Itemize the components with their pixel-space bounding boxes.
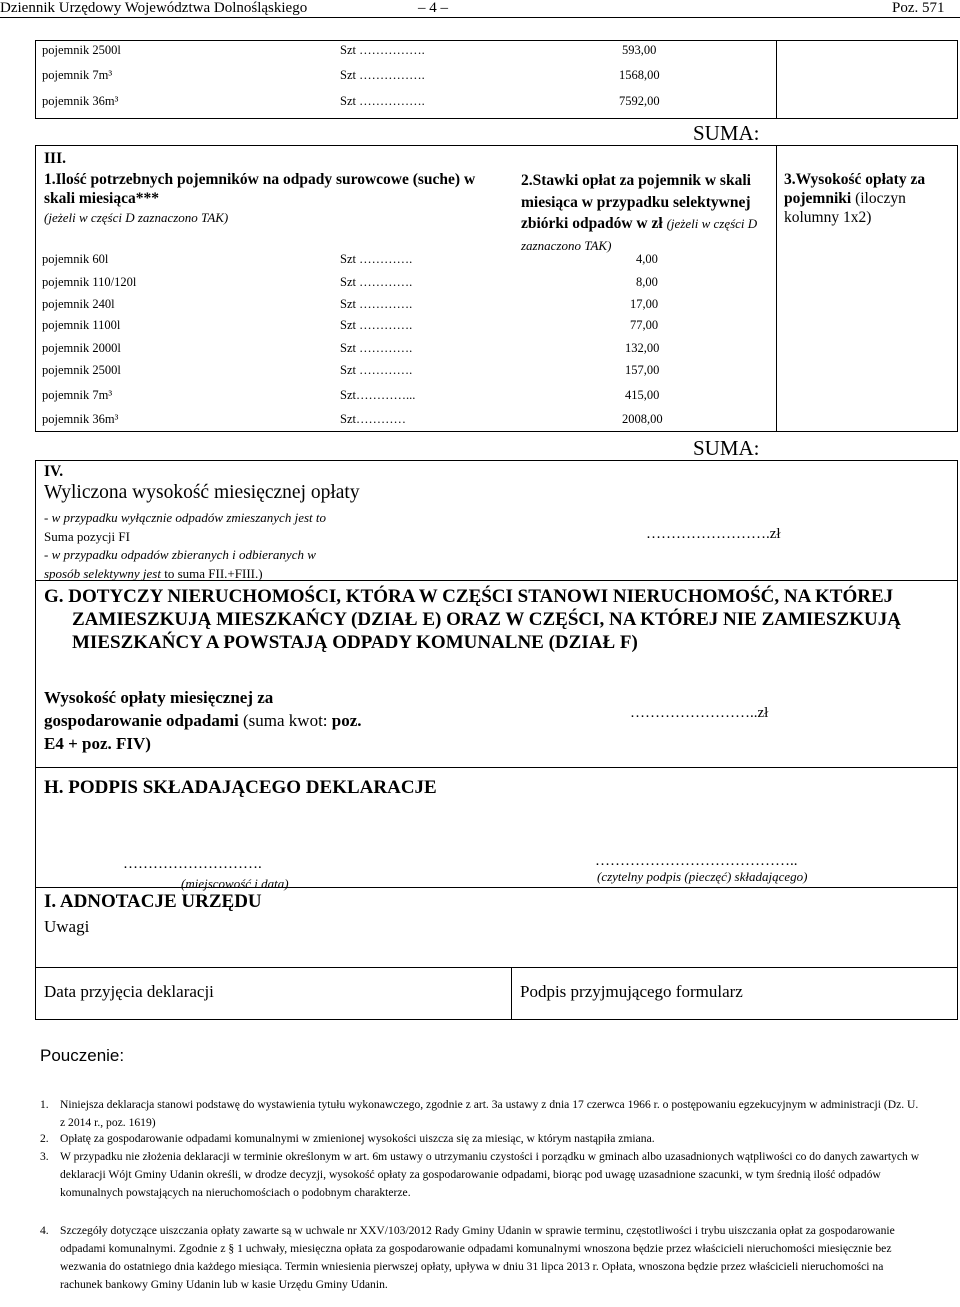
table-row: [42, 68, 742, 88]
section-4-amount: …………………….zł: [646, 526, 781, 542]
col2-note: (jeżeli w części D zaznaczono TAK): [521, 216, 758, 253]
section-4-line1: - w przypadku wyłącznie odpadów zmieszanych jest to: [44, 510, 326, 525]
page-number: – 4 –: [418, 0, 448, 16]
section-h-title: H. PODPIS SKŁADAJĄCEGO DEKLARACJE: [44, 777, 437, 798]
position-number: Poz. 571: [892, 0, 945, 16]
row-value: 132,00: [625, 341, 660, 355]
row-unit: Szt …………….: [340, 68, 425, 82]
note-text: Opłatę za gospodarowanie odpadami komunalnymi w zmienionej wysokości uiszcza się za miesiąc, w którym nastąpiła zmiana.: [60, 1132, 655, 1145]
table-row: [42, 412, 742, 432]
table-row: [42, 43, 742, 63]
row-unit: Szt ………….: [340, 341, 413, 355]
table-row: [42, 341, 742, 361]
section-4-line4b: to suma FII.+FIII.): [164, 565, 263, 581]
table-row: [42, 318, 742, 338]
row-unit: Szt ………….: [340, 275, 413, 289]
row-value: 2008,00: [622, 412, 663, 426]
row-unit: Szt…………...: [340, 388, 416, 402]
row-name: pojemnik 7m³: [42, 68, 113, 82]
section-g-label: [44, 686, 374, 755]
table-row: [42, 363, 742, 383]
top-table-col3: [777, 40, 958, 119]
row-value: 415,00: [625, 388, 660, 402]
section-i-title: [44, 891, 262, 913]
row-unit: Szt ………….: [340, 363, 413, 377]
row-value: 1568,00: [619, 68, 660, 82]
row-name: pojemnik 60l: [42, 252, 109, 266]
section-g-title-text: G. DOTYCZY NIERUCHOMOŚCI, KTÓRA W CZĘŚCI STANOWI NIERUCHOMOŚĆ, NA KTÓREJ ZAMIESZKUJĄ MIESZKAŃCY (DZIAŁ E) ORAZ W CZĘŚCI, NA KTÓREJ NIE ZAMIESZKUJĄ MIESZKAŃCY A POWSTAJĄ ODPADY KOMUNALNE (DZIAŁ F): [44, 586, 901, 653]
section-4-text: [44, 509, 464, 583]
row-value: 8,00: [636, 275, 658, 289]
section-3-roman: III.: [44, 150, 66, 167]
section-3-col3-title: [784, 170, 956, 227]
section-3-col1-note: (jeżeli w części D zaznaczono TAK): [44, 210, 229, 225]
uwagi-label: Uwagi: [44, 917, 90, 936]
row-value: 157,00: [625, 363, 660, 377]
row-unit: Szt ………….: [340, 297, 413, 311]
section-4-line4a: sposób selektywny jest: [44, 565, 161, 581]
row-value: 593,00: [622, 43, 657, 57]
section-g-amount: ……………………..zł: [630, 705, 769, 721]
row-name: pojemnik 240l: [42, 297, 115, 311]
section-g-label-rest: (suma kwot:: [243, 711, 328, 730]
table-row: [42, 275, 742, 295]
row-name: pojemnik 2500l: [42, 43, 121, 57]
table-row: [42, 94, 742, 114]
list-item: [40, 1148, 920, 1202]
row-value: 4,00: [636, 252, 658, 266]
row-value: 7592,00: [619, 94, 660, 108]
col2-title-text: 2.Stawki opłat za pojemnik w skali miesiąca w przypadku selektywnej zbiórki odpadów w zł: [521, 172, 751, 232]
header-rule: [0, 17, 960, 18]
section-4-line2: Suma pozycji FI: [44, 528, 130, 544]
row-name: pojemnik 36m³: [42, 412, 119, 426]
row-name: pojemnik 36m³: [42, 94, 119, 108]
note-text: Szczegóły dotyczące uiszczania opłaty zawarte są w uchwale nr XXV/103/2012 Rady Gminy Udanin w sprawie terminu, częstotliwości i trybu uiszczania opłat za gospodarowanie odpadami komunalnymi. Zgodnie z § 1 uchwały, miesięczna opłata za gospodarowanie odpadami komunalnymi wnoszona będzie przez właścicieli nieruchomości miesięcznie bez wezwania do ostatniego dnia każdego miesiąca. Termin wniesienia pierwszej opłaty, upływa w dniu 31 lipca 2013 r. Opłata, wnoszona będzie przez właścicieli nieruchomości na rachunek bankowy Gminy Udanin lub w kasie Urzędu Gminy Udanin.: [60, 1224, 895, 1291]
note-number: 1.: [40, 1098, 49, 1111]
row-unit: Szt …………….: [340, 94, 425, 108]
section-g-label-bold: Wysokość opłaty miesięcznej za gospodarowanie odpadami: [44, 688, 274, 730]
col3-title-rest: (iloczyn kolumny 1x2): [784, 190, 906, 226]
signature-label: (czytelny podpis (pieczęć) składającego): [597, 869, 808, 884]
receiver-sign-label: Podpis przyjmującego formularz: [520, 982, 743, 1001]
place-date-label: (miejscowość i data): [181, 876, 289, 891]
note-text: W przypadku nie złożenia deklaracji w terminie określonym w art. 6m ustawy o utrzymaniu czystości i porządku w gminach albo uzasadnionych wątpliwości co do danych zawartych w deklaracji Wójt Gminy Udanin określi, w drodze decyzji, wysokość opłaty za gospodarowanie odpadami, biorąc pod uwagę uzasadnione szacunki, w tym średnią ilość odpadów komunalnych powstających na nieruchomościach o podobnym charakterze.: [60, 1150, 920, 1199]
section-3-col2-title: [521, 170, 773, 256]
row-value: 77,00: [630, 318, 659, 332]
row-unit: Szt ………….: [340, 252, 413, 266]
note-number: 4.: [40, 1224, 49, 1237]
list-item: [40, 1222, 920, 1294]
page-header: [0, 0, 960, 18]
table-row: [42, 252, 742, 272]
col3-title-bold: 3.Wysokość opłaty za pojemniki: [784, 171, 926, 207]
section-4-line3: - w przypadku odpadów zbieranych i odbieranych w: [44, 547, 316, 562]
row-name: pojemnik 2000l: [42, 341, 121, 355]
note-number: 3.: [40, 1150, 49, 1163]
section-3-col1-title: 1.Ilość potrzebnych pojemników na odpady surowcowe (suche) w skali miesiąca***: [44, 171, 476, 207]
note-text: Niniejsza deklaracja stanowi podstawę do wystawienia tytułu wykonawczego, zgodnie z art. 3a ustawy z dnia 17 czerwca 1966 r. o postępowaniu egzekucyjnym w administracji (Dz. U. z 2014 r., poz. 1619): [60, 1098, 919, 1129]
place-date-dots: ……………………….: [123, 856, 262, 872]
row-unit: Szt…………: [340, 412, 406, 426]
list-item: [40, 1096, 920, 1132]
section-4-roman: IV.: [44, 463, 64, 480]
list-item: [40, 1130, 920, 1148]
row-name: pojemnik 2500l: [42, 363, 121, 377]
pouczenie-title: Pouczenie:: [40, 1046, 125, 1065]
row-value: 17,00: [630, 297, 659, 311]
section-4-title: Wyliczona wysokość miesięcznej opłaty: [44, 482, 360, 503]
section-g-title: [44, 585, 958, 654]
note-number: 2.: [40, 1132, 49, 1145]
row-name: pojemnik 110/120l: [42, 275, 137, 289]
date-received-label: Data przyjęcia deklaracji: [44, 982, 214, 1001]
row-unit: Szt ………….: [340, 318, 413, 332]
section-i-title-text: I. ADNOTACJE URZĘDU: [44, 891, 262, 912]
table-row: [42, 388, 742, 408]
suma-label: SUMA:: [693, 436, 760, 460]
row-name: pojemnik 1100l: [42, 318, 121, 332]
row-name: pojemnik 7m³: [42, 388, 113, 402]
table-row: [42, 297, 742, 317]
suma-label: SUMA:: [693, 121, 760, 145]
journal-title: Dziennik Urzędowy Województwa Dolnośląskiego: [0, 0, 308, 16]
row-unit: Szt …………….: [340, 43, 425, 57]
section-g-label-tail: poz. E4 + poz. FIV): [44, 711, 362, 753]
signature-dots: …………………………………..: [595, 853, 798, 869]
